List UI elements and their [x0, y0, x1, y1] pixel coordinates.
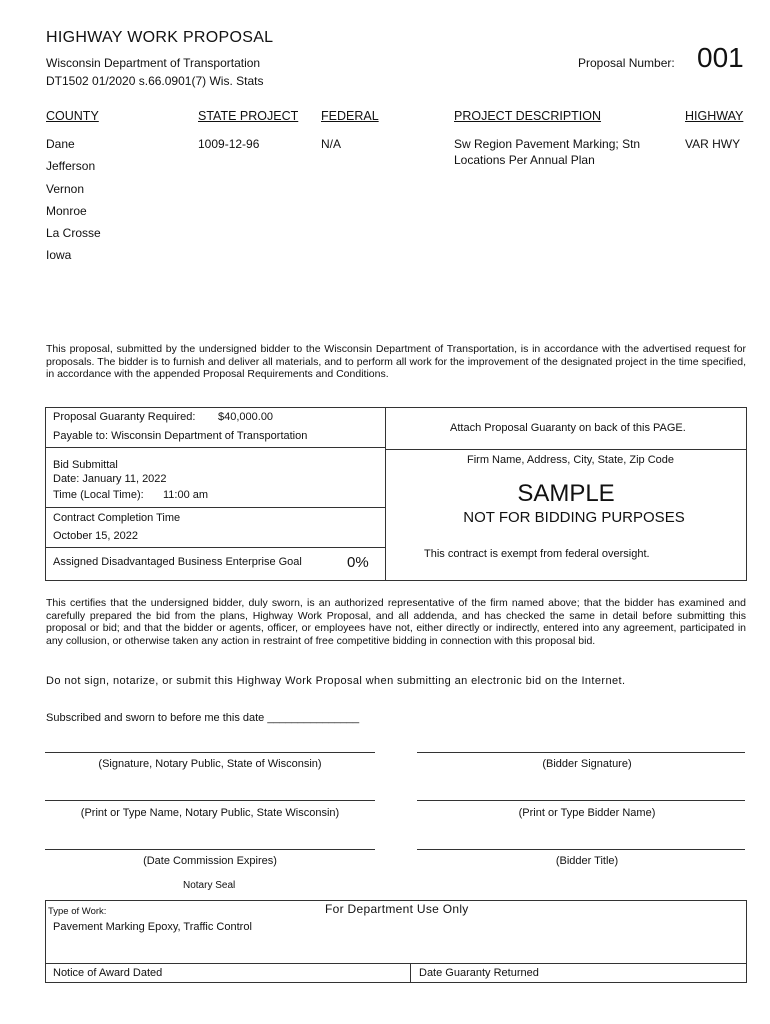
guaranty-amount: $40,000.00 [218, 411, 274, 423]
type-of-work-value: Pavement Marking Epoxy, Traffic Control [53, 921, 252, 933]
department-use-label: For Department Use Only [325, 902, 469, 916]
project-description-line1: Sw Region Pavement Marking; Stn [454, 137, 641, 151]
federal-value: N/A [321, 137, 342, 151]
intro-paragraph: This proposal, submitted by the undersigned bidder to the Wisconsin Department of Transportation, is in accordance with the advertised request for proposals. The bidder is to furnish and deliver all materials, and to perform all work for the improvement of the designated project in the time specified, in accordance with the appended Proposal Requirements and Conditions. [46, 343, 746, 380]
proposal-number: 001 [697, 42, 744, 73]
box-divider [45, 963, 746, 964]
federal-exempt-note: This contract is exempt from federal oversight. [424, 548, 650, 560]
type-of-work-label: Type of Work: [48, 906, 107, 917]
not-for-bidding: NOT FOR BIDDING PURPOSES [463, 509, 685, 526]
commission-expires-caption: (Date Commission Expires) [143, 855, 277, 867]
box-divider [410, 963, 411, 982]
form-reference: DT1502 01/2020 s.66.0901(7) Wis. Stats [46, 74, 264, 88]
notice-of-award-label: Notice of Award Dated [53, 967, 163, 979]
box-divider [45, 547, 385, 548]
completion-label: Contract Completion Time [53, 512, 181, 524]
highway-value: VAR HWY [685, 137, 741, 151]
county-item: Jefferson [46, 159, 96, 173]
column-federal: FEDERAL [321, 109, 379, 123]
bidder-name-caption: (Print or Type Bidder Name) [518, 807, 656, 819]
notary-signature-line[interactable] [45, 752, 375, 753]
county-item: Monroe [46, 204, 87, 218]
date-guaranty-returned-label: Date Guaranty Returned [419, 967, 539, 979]
bid-submittal-time: 11:00 am [163, 489, 209, 501]
form-title: HIGHWAY WORK PROPOSAL [46, 29, 274, 46]
project-description-line2: Locations Per Annual Plan [454, 153, 595, 167]
guaranty-required-label: Proposal Guaranty Required: [53, 411, 196, 423]
guaranty-payable-to: Payable to: Wisconsin Department of Transportation [53, 430, 308, 442]
notary-name-caption: (Print or Type Name, Notary Public, State Wisconsin) [80, 807, 340, 819]
state-project-value: 1009-12-96 [198, 137, 260, 151]
county-item: Dane [46, 137, 75, 151]
dbe-goal-value: 0% [347, 554, 369, 571]
bidder-title-line[interactable] [417, 849, 745, 850]
dbe-goal-label: Assigned Disadvantaged Business Enterprise Goal [53, 556, 302, 568]
bid-submittal-label: Bid Submittal [53, 459, 118, 471]
bidder-signature-line[interactable] [417, 752, 745, 753]
box-divider [45, 507, 385, 508]
department-name: Wisconsin Department of Transportation [46, 56, 261, 70]
bid-submittal-time-label: Time (Local Time): [53, 489, 144, 501]
commission-expires-line[interactable] [45, 849, 375, 850]
box-divider [385, 449, 746, 450]
bidder-title-caption: (Bidder Title) [555, 855, 619, 867]
box-divider [45, 447, 385, 448]
electronic-bid-note: Do not sign, notarize, or submit this Highway Work Proposal when submitting an electronic bid on the Internet. [46, 675, 626, 687]
proposal-number-label: Proposal Number: [578, 56, 675, 70]
notary-name-line[interactable] [45, 800, 375, 801]
certification-paragraph: This certifies that the undersigned bidder, duly sworn, is an authorized representative of the firm named above; that the bidder has examined and carefully prepared the bid from the plans, Highway Work Proposal, and all addenda, and has checked the same in detail before submitting this proposal or bid; and that the bidder or agents, officer, or employees have not, either directly or indirectly, entered into any agreement, participated in any collusion, or otherwise taken any action in restraint of free competitive bidding in connection with this proposal bid. [46, 597, 746, 647]
bid-submittal-date: Date: January 11, 2022 [53, 473, 167, 485]
sample-watermark: SAMPLE [517, 480, 615, 507]
county-item: Iowa [46, 248, 72, 262]
county-item: La Crosse [46, 226, 101, 240]
county-item: Vernon [46, 182, 85, 196]
column-state-project: STATE PROJECT [198, 109, 299, 123]
column-project-description: PROJECT DESCRIPTION [454, 109, 602, 123]
column-county: COUNTY [46, 109, 99, 123]
firm-info-label: Firm Name, Address, City, State, Zip Code [467, 454, 675, 466]
sworn-line: Subscribed and sworn to before me this date _______________ [46, 712, 360, 724]
attach-guaranty-note: Attach Proposal Guaranty on back of this PAGE. [450, 422, 686, 434]
completion-date: October 15, 2022 [53, 530, 139, 542]
notary-seal-label: Notary Seal [183, 880, 236, 891]
bidder-name-line[interactable] [417, 800, 745, 801]
column-highway: HIGHWAY [685, 109, 744, 123]
bidder-signature-caption: (Bidder Signature) [542, 758, 632, 770]
notary-signature-caption: (Signature, Notary Public, State of Wisconsin) [98, 758, 322, 770]
